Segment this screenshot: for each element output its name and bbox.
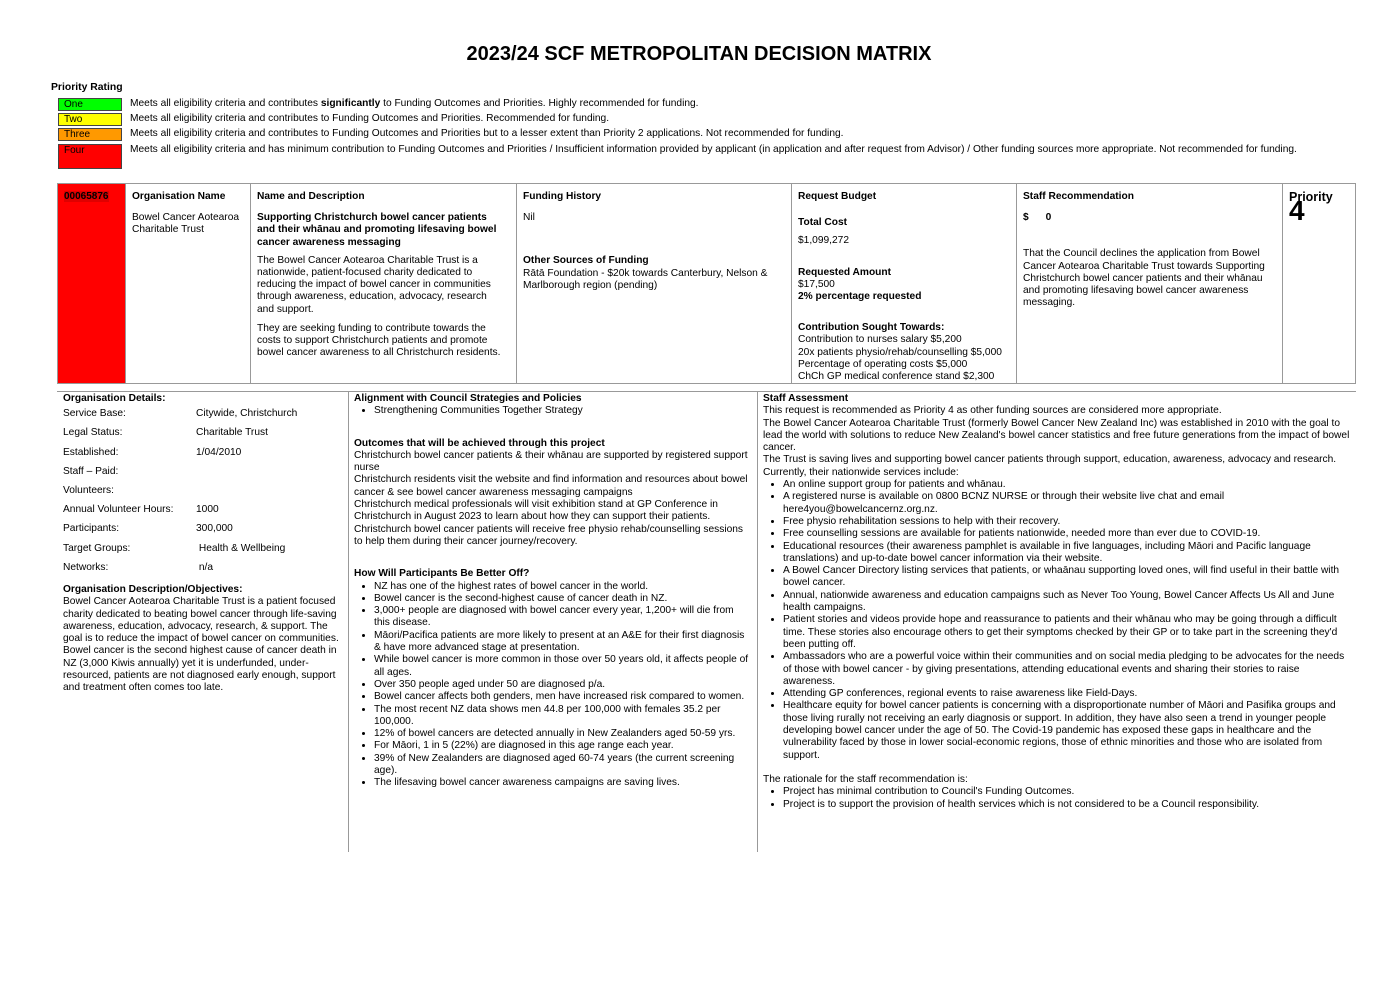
detail-row-participants <box>63 523 343 542</box>
service-item: • Free physio rehabilitation sessions to help with their recovery. <box>783 516 1353 528</box>
priority-four-swatch: Four <box>58 144 122 169</box>
priority-rating-heading: Priority Rating <box>51 82 123 93</box>
outcome-item: Christchurch residents visit the website and find information and resources about bowel cancer & see bowel cancer awareness messaging campaigns <box>354 474 748 498</box>
service-item: • An online support group for patients and whānau. <box>783 479 1353 491</box>
services-list <box>763 479 1353 762</box>
service-item: • A registered nurse is available on 0800 BCNZ NURSE or through their website live chat and email here4you@bowelcancernz.org.nz. <box>783 491 1353 516</box>
detail-value: Citywide, Christchurch <box>196 408 298 420</box>
request-budget-header: Request Budget <box>798 191 877 202</box>
contribution-sought-label: Contribution Sought Towards: <box>798 322 945 334</box>
percentage-requested: 2% percentage requested <box>798 291 922 303</box>
service-item: • Patient stories and videos provide hope and reassurance to patients and their whānau who may be going through a difficult time. These stories also encourage others to get their symptoms checked by their GP or to take part in the screening they'd been putting off. <box>783 614 1353 651</box>
detail-key: Participants: <box>63 523 120 535</box>
better-off-item: • Bowel cancer is the second-highest cause of cancer death in NZ. <box>374 593 752 605</box>
staff-recommendation-text: That the Council declines the application from Bowel Cancer Aotearoa Charitable Trust towards Supporting Christchurch bowel cancer patients and their whānau and promoting lifesaving bowel cancer awareness messaging. <box>1023 248 1265 309</box>
section-divider <box>57 391 1356 392</box>
detail-key: Established: <box>63 446 119 458</box>
column-divider <box>757 392 758 852</box>
better-off-item: • 12% of bowel cancers are detected annually in New Zealanders aged 50-59 yrs. <box>374 728 752 740</box>
detail-key: Target Groups: <box>63 542 131 554</box>
application-id: 00065876 <box>64 191 109 202</box>
org-name-column <box>125 184 250 383</box>
other-sources-value: Rātā Foundation - $20k towards Canterbury, Nelson & Marlborough region (pending) <box>523 267 768 291</box>
staff-assessment-section <box>763 393 1353 811</box>
better-off-item: • Māori/Pacifica patients are more likely to present at an A&E for their first diagnosis & have more advanced stage at presentation. <box>374 630 752 655</box>
priority-four-description: Meets all eligibility criteria and has minimum contribution to Funding Outcomes and Priorities / Insufficient information provided by applicant (in application and after request from Advisor) / Other funding sources more appropriate. Not recommended for funding. <box>130 144 1297 155</box>
detail-key: Service Base: <box>63 408 126 420</box>
service-item: • Annual, nationwide awareness and education campaigns such as Never Too Young, Bowel Cancer Affects Us All and June health campaigns. <box>783 590 1353 615</box>
priority-two-swatch: Two <box>58 113 122 126</box>
alignment-list <box>354 405 752 417</box>
org-name-header: Organisation Name <box>132 191 226 202</box>
contribution-item: 20x patients physio/rehab/counselling $5,000 <box>798 346 1002 358</box>
priority-one-swatch: One <box>58 98 122 111</box>
name-description-column <box>250 184 516 383</box>
detail-key: Annual Volunteer Hours: <box>63 504 174 516</box>
funding-history-column <box>516 184 791 383</box>
better-off-item: • Bowel cancer affects both genders, men have increased risk compared to women. <box>374 691 752 703</box>
detail-value: Charitable Trust <box>196 427 268 439</box>
outcomes-heading: Outcomes that will be achieved through this project <box>354 437 605 449</box>
funding-history-header: Funding History <box>523 191 602 202</box>
outcome-item: Christchurch medical professionals will visit exhibition stand at GP Conference in Christchurch in August 2023 to learn about how they can support their patients. <box>354 499 718 523</box>
better-off-item: • NZ has one of the highest rates of bowel cancer in the world. <box>374 581 752 593</box>
rationale-intro: The rationale for the staff recommendation is: <box>763 773 968 785</box>
staff-recommendation-header: Staff Recommendation <box>1023 191 1134 202</box>
staff-assessment-para: The Bowel Cancer Aotearoa Charitable Trust (formerly Bowel Cancer New Zealand Inc) was established in 2010 with the goal to lead the world with solutions to reduce New Zealand's bowel cancer statistics and free future generations from the impact of bowel cancer. <box>763 417 1350 454</box>
staff-assessment-para: Currently, their nationwide services include: <box>763 466 959 478</box>
priority-column <box>1282 184 1357 383</box>
funding-history-value: Nil <box>523 212 535 224</box>
organisation-description: Bowel Cancer Aotearoa Charitable Trust is a patient focused charity dedicated to beating bowel cancer through life-saving awareness, education, advocacy, research, & support. The goal is to reduce the impact of bowel cancer on communities. Bowel cancer is the second highest cause of cancer death in NZ (3,000 Kiwis annually) yet it is underfunded, under-resourced, patients are not diagnosed early enough, support and treatment often comes too late. <box>63 596 339 694</box>
detail-row-target-groups <box>63 543 343 562</box>
rationale-item: • Project is to support the provision of health services which is not considered to be a Council responsibility. <box>783 799 1353 811</box>
priority-two-description: Meets all eligibility criteria and contributes to Funding Outcomes and Priorities. Recommended for funding. <box>130 113 610 124</box>
priority-header: Priority <box>1289 190 1333 204</box>
alignment-heading: Alignment with Council Strategies and Policies <box>354 393 582 404</box>
contribution-item: Percentage of operating costs $5,000 <box>798 358 968 370</box>
detail-row-volunteers <box>63 485 343 504</box>
better-off-item: • The lifesaving bowel cancer awareness campaigns are saving lives. <box>374 777 752 789</box>
service-item: • Healthcare equity for bowel cancer patients is concerning with a disproportionate number of Māori and Pasifika groups and those living rurally not receiving an early diagnosis or support. In addition, they have also seen a trend in younger people developing bowel cancer under the age of 50. The Covid-19 pandemic has exposed these gaps in healthcare and the vulnerability faced by those in lower social-economic regions, those of ethnic minorities and those who are isolated from support. <box>783 700 1353 761</box>
detail-value: 1/04/2010 <box>196 446 242 458</box>
staff-assessment-para: This request is recommended as Priority 4 as other funding sources are considered more appropriate. <box>763 405 1222 417</box>
detail-row-networks <box>63 562 343 581</box>
priority-three-description: Meets all eligibility criteria and contributes to Funding Outcomes and Priorities but to a lesser extent than Priority 2 applications. Not recommended for funding. <box>130 128 844 139</box>
priority-three-swatch: Three <box>58 128 122 141</box>
total-cost-label: Total Cost <box>798 217 848 229</box>
rationale-list <box>763 786 1353 811</box>
detail-value: Health & Wellbeing <box>196 542 286 554</box>
better-off-heading: How Will Participants Be Better Off? <box>354 568 530 580</box>
better-off-item: • Over 350 people aged under 50 are diagnosed p/a. <box>374 679 752 691</box>
detail-row-staff-paid <box>63 466 343 485</box>
request-budget-column <box>791 184 1016 383</box>
priority-one-description <box>130 98 1315 110</box>
better-off-list <box>354 581 752 790</box>
staff-recommendation-amount: $ 0 <box>1023 212 1052 224</box>
project-title: Supporting Christchurch bowel cancer patients and their whānau and promoting lifesaving bowel cancer awareness messaging <box>257 212 497 248</box>
priority-one-desc-bold: significantly <box>320 98 381 109</box>
better-off-item: • The most recent NZ data shows men 44.8 per 100,000 with females 35.2 per 100,000. <box>374 704 752 729</box>
organisation-details-heading: Organisation Details: <box>63 393 166 404</box>
staff-assessment-para: The Trust is saving lives and supporting bowel cancer patients through support, education, awareness, advocacy and research. <box>763 454 1337 466</box>
priority-one-desc-post: to Funding Outcomes and Priorities. Highly recommended for funding. <box>380 98 699 109</box>
service-item: • Free counselling sessions are available for patients nationwide, needed more than ever due to COVID-19. <box>783 528 1353 540</box>
page-title: 2023/24 SCF METROPOLITAN DECISION MATRIX <box>466 43 932 65</box>
detail-key: Volunteers: <box>63 485 114 497</box>
alignment-section <box>354 393 752 790</box>
staff-recommendation-column <box>1016 184 1282 383</box>
outcome-item: Christchurch bowel cancer patients will receive free physio rehab/counselling sessions to help them during their cancer journey/recovery. <box>354 523 744 547</box>
project-description-1: The Bowel Cancer Aotearoa Charitable Trust is a nationwide, patient-focused charity dedicated to reducing the impact of bowel cancer in communities through awareness, education, advocacy, research and support. <box>257 254 491 315</box>
detail-key: Legal Status: <box>63 427 123 439</box>
service-item: • Ambassadors who are a powerful voice within their communities and on social media pledging to be advocates for the needs of those with bowel cancer - by giving presentations, attending educational events and sharing their stories to raise awareness. <box>783 651 1353 688</box>
detail-value: 300,000 <box>196 523 233 535</box>
better-off-item: • While bowel cancer is more common in those over 50 years old, it affects people of all ages. <box>374 654 752 679</box>
outcome-item: Christchurch bowel cancer patients & their whānau are supported by registered support nurse <box>354 449 748 474</box>
other-sources-header: Other Sources of Funding <box>523 255 649 267</box>
organisation-details-section <box>63 393 343 695</box>
detail-row-legal-status <box>63 427 343 446</box>
staff-assessment-heading: Staff Assessment <box>763 393 849 404</box>
better-off-item: • 3,000+ people are diagnosed with bowel cancer every year, 1,200+ will die from this disease. <box>374 605 752 630</box>
priority-value: 4 <box>1289 195 1305 227</box>
column-divider <box>348 392 349 852</box>
service-item: • A Bowel Cancer Directory listing services that patients, or whaānau supporting loved ones, will find useful in their battle with bowel cancer. <box>783 565 1353 590</box>
alignment-item: • Strengthening Communities Together Strategy <box>374 405 752 417</box>
service-item: • Educational resources (their awareness pamphlet is available in five languages, including Māori and Pacific language translations) and up-to-date bowel cancer information via their website. <box>783 541 1353 566</box>
better-off-item: • 39% of New Zealanders are diagnosed aged 60-74 years (the current screening age). <box>374 753 752 778</box>
detail-row-volunteer-hours <box>63 504 343 523</box>
rationale-item: • Project has minimal contribution to Council's Funding Outcomes. <box>783 786 1353 798</box>
requested-amount-value: $17,500 <box>798 278 835 290</box>
application-table <box>57 183 1356 384</box>
contribution-item: ChCh GP medical conference stand $2,300 <box>798 371 995 383</box>
contribution-item: Contribution to nurses salary $5,200 <box>798 334 962 346</box>
project-description-2: They are seeking funding to contribute towards the costs to support Christchurch patients and promote bowel cancer awareness to all Christchurch residents. <box>257 322 501 359</box>
detail-key: Networks: <box>63 561 109 573</box>
detail-row-service-base <box>63 408 343 427</box>
detail-value: n/a <box>196 561 213 573</box>
organisation-description-heading: Organisation Description/Objectives: <box>63 583 243 595</box>
priority-one-desc-pre: Meets all eligibility criteria and contributes <box>130 98 321 109</box>
requested-amount-label: Requested Amount <box>798 266 892 278</box>
detail-value: 1000 <box>196 504 219 516</box>
application-id-cell <box>58 184 125 383</box>
name-description-header: Name and Description <box>257 191 365 202</box>
service-item: • Attending GP conferences, regional events to raise awareness like Field-Days. <box>783 688 1353 700</box>
total-cost-value: $1,099,272 <box>798 235 849 247</box>
detail-key: Staff – Paid: <box>63 465 119 477</box>
better-off-item: • For Māori, 1 in 5 (22%) are diagnosed in this age range each year. <box>374 740 752 752</box>
org-name-value: Bowel Cancer Aotearoa Charitable Trust <box>132 212 240 236</box>
detail-row-established <box>63 447 343 466</box>
